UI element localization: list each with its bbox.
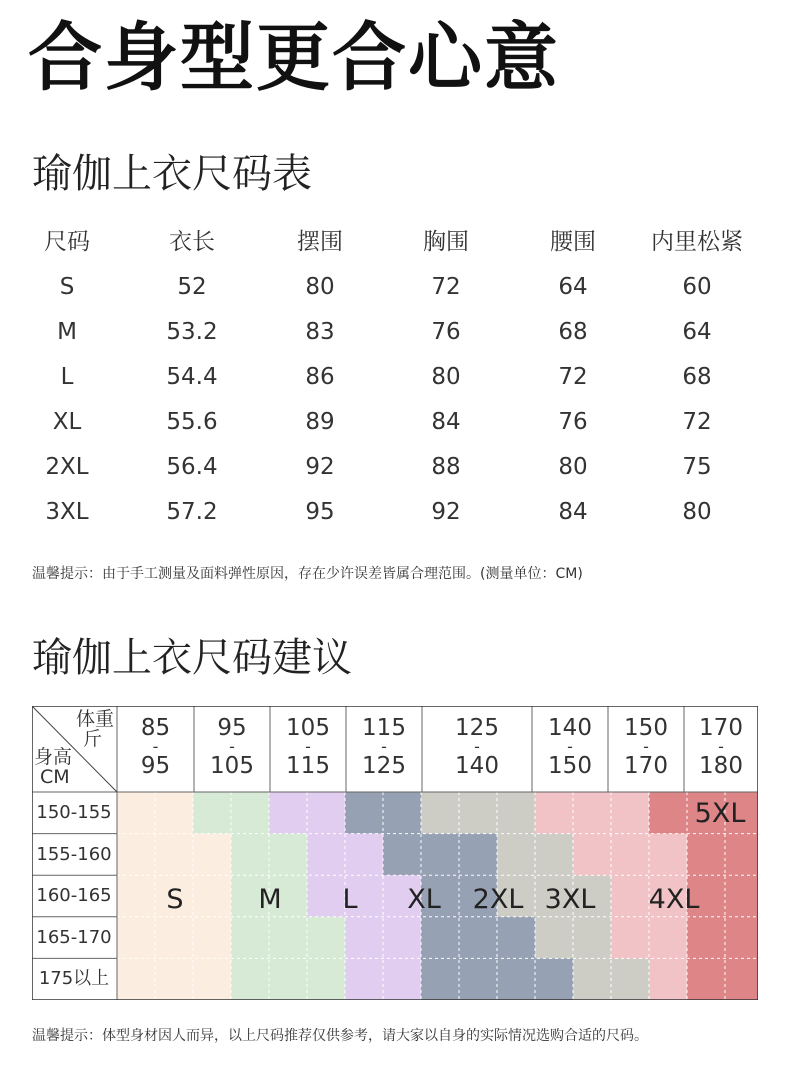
cell-inner-elastic: 72 (682, 409, 712, 435)
weight-range-part: 170 (624, 753, 668, 780)
cell-waist: 64 (558, 274, 588, 300)
height-range-label: 175以上 (38, 968, 110, 990)
header-hem: 摆围 (297, 229, 343, 255)
cell-hem: 89 (305, 409, 335, 435)
headline: 合身型更合心意 (28, 15, 560, 101)
size-recommend-grid (32, 706, 758, 1000)
cell-hem: 80 (305, 274, 335, 300)
height-range-label: 165-170 (36, 926, 112, 948)
weight-range-header (270, 716, 346, 778)
cell-waist: 76 (558, 409, 588, 435)
size-zone-label-m: M (258, 884, 282, 915)
zone-cell-s (117, 958, 231, 1000)
weight-range-part: 150 (624, 715, 668, 741)
weight-range-part: 180 (699, 753, 743, 780)
table-row (0, 312, 790, 352)
zone-cell-3xl (535, 792, 649, 834)
cell-hem: 95 (305, 499, 335, 525)
size-zone-label-l: L (342, 884, 358, 915)
cell-inner-elastic: 75 (682, 454, 712, 480)
cell-length: 56.4 (166, 454, 218, 480)
weight-range-part: 115 (286, 753, 330, 780)
cell-chest: 76 (431, 319, 461, 345)
zone-cell-2xl (421, 792, 535, 834)
height-range-label: 160-165 (36, 885, 112, 907)
weight-range-part: - (567, 737, 573, 757)
weight-range-part: - (474, 737, 480, 757)
weight-range-part: 140 (548, 715, 592, 741)
weight-range-header (608, 716, 684, 778)
cell-length: 57.2 (166, 499, 218, 525)
weight-range-part: - (152, 737, 159, 757)
weight-range-part: 125 (362, 753, 406, 780)
cell-length: 52 (177, 274, 207, 300)
weight-range-part: 115 (362, 715, 406, 741)
zone-cell-xl (383, 834, 497, 876)
size-chart-title: 瑜伽上衣尺码表 (32, 151, 312, 197)
corner-height-line1: 身高 (34, 746, 73, 768)
zone-cell-4xl (687, 917, 758, 959)
weight-range-part: 170 (699, 715, 743, 741)
cell-hem: 83 (305, 319, 335, 345)
header-size: 尺码 (44, 229, 90, 255)
cell-chest: 72 (431, 274, 461, 300)
recommend-title: 瑜伽上衣尺码建议 (32, 635, 352, 681)
weight-range-part: 95 (140, 753, 171, 780)
height-range-label: 155-160 (36, 843, 112, 865)
size-chart-note: 温馨提示：由于手工测量及面料弹性原因，存在少许误差皆属合理范围。(测量单位：CM) (32, 566, 583, 582)
cell-length: 53.2 (166, 319, 218, 345)
zone-cell-3xl (649, 958, 687, 1000)
cell-length: 55.6 (166, 409, 218, 435)
cell-size: S (59, 274, 75, 300)
weight-range-header (532, 716, 608, 778)
table-row (0, 267, 790, 307)
table-row (0, 357, 790, 397)
table-row (0, 492, 790, 532)
cell-size: 2XL (45, 454, 89, 480)
weight-range-header (117, 716, 194, 778)
cell-chest: 80 (431, 364, 461, 390)
table-row (0, 402, 790, 442)
cell-waist: 84 (558, 499, 588, 525)
weight-range-part: 105 (210, 753, 254, 780)
weight-range-header (346, 716, 422, 778)
size-zone-label-3xl: 3XL (544, 884, 596, 915)
zone-cell-s (117, 917, 231, 959)
weight-range-part: - (305, 737, 311, 757)
weight-range-part: - (381, 737, 387, 757)
size-zone-label-xl: XL (407, 884, 441, 915)
recommend-note: 温馨提示：体型身材因人而异，以上尺码推荐仅供参考，请大家以自身的实际情况选购合适的尺码。 (32, 1028, 648, 1044)
header-length: 衣长 (169, 229, 215, 255)
corner-height-label (34, 748, 72, 788)
corner-weight-line1: 体重 (75, 708, 114, 730)
corner-weight-label (70, 710, 114, 750)
zone-cell-m (231, 958, 345, 1000)
cell-size: XL (52, 409, 82, 435)
weight-range-part: 125 (455, 715, 499, 741)
cell-chest: 84 (431, 409, 461, 435)
header-waist: 腰围 (550, 229, 596, 255)
cell-hem: 92 (305, 454, 335, 480)
cell-inner-elastic: 64 (682, 319, 712, 345)
weight-range-header (194, 716, 270, 778)
size-zone-label-4xl: 4XL (648, 884, 700, 915)
corner-weight-line2: 斤 (82, 727, 102, 750)
cell-inner-elastic: 60 (682, 274, 712, 300)
weight-range-part: 85 (140, 715, 171, 741)
weight-range-part: 105 (286, 715, 330, 741)
header-inner-elastic: 内里松紧 (651, 229, 743, 255)
height-range-label: 150-155 (36, 802, 112, 823)
weight-range-part: 140 (455, 753, 499, 780)
weight-range-part: 95 (217, 715, 247, 741)
cell-hem: 86 (305, 364, 335, 390)
weight-range-header (684, 716, 758, 778)
cell-chest: 92 (431, 499, 461, 525)
size-zone-label-s: S (166, 884, 184, 915)
cell-length: 54.4 (166, 364, 218, 390)
cell-size: L (60, 364, 74, 390)
zone-cell-4xl (687, 834, 758, 876)
size-zone-label-5xl: 5XL (694, 798, 746, 829)
size-zone-label-2xl: 2XL (472, 884, 524, 915)
zone-cell-4xl (687, 958, 758, 1000)
cell-waist: 80 (558, 454, 588, 480)
zone-cell-m (231, 917, 345, 959)
cell-waist: 68 (558, 319, 588, 345)
cell-inner-elastic: 80 (682, 499, 712, 525)
zone-cell-3xl (573, 834, 687, 876)
cell-inner-elastic: 68 (682, 364, 712, 390)
table-row (0, 447, 790, 487)
cell-size: M (57, 319, 77, 345)
cell-chest: 88 (431, 454, 461, 480)
zone-cell-s (117, 834, 231, 876)
cell-waist: 72 (558, 364, 588, 390)
zone-cell-xl (421, 917, 535, 959)
size-chart-header-row (0, 222, 790, 262)
cell-size: 3XL (45, 499, 89, 525)
weight-range-part: 150 (548, 753, 592, 780)
weight-range-part: - (229, 737, 235, 757)
weight-range-part: - (643, 737, 649, 757)
corner-height-line2: CM (40, 765, 70, 788)
weight-range-part: - (718, 737, 724, 757)
weight-range-header (422, 716, 532, 778)
header-chest: 胸围 (423, 229, 469, 255)
